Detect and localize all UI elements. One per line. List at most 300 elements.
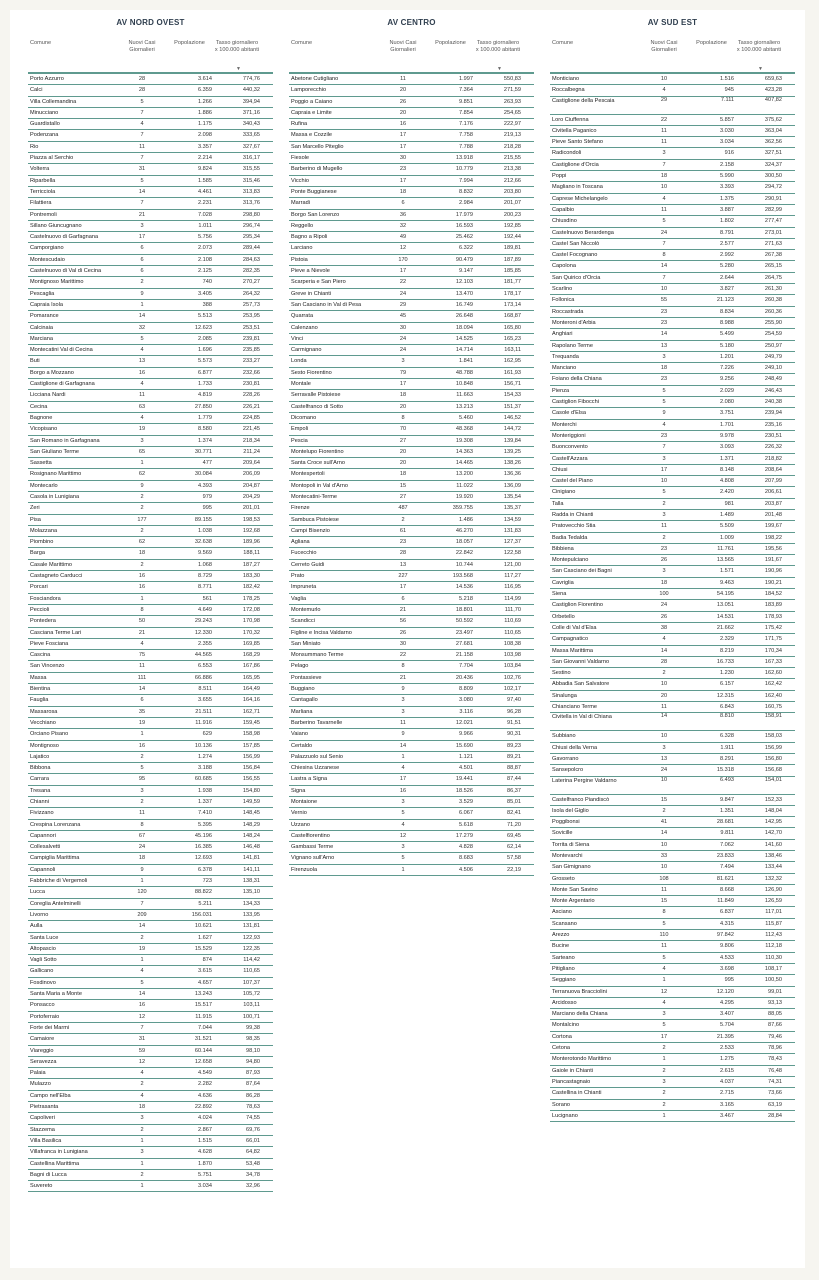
nuovi-casi-cell: 17 (399, 584, 407, 591)
table-row (28, 323, 273, 334)
tasso-cell: 132,32 (764, 875, 782, 882)
nuovi-casi-cell: 7 (140, 200, 144, 207)
table-row (289, 176, 534, 187)
tasso-cell: 362,56 (764, 139, 782, 146)
nuovi-casi-cell: 16 (399, 121, 407, 128)
tasso-cell: 198,22 (764, 534, 782, 541)
comune-cell: Buti (30, 358, 40, 365)
nuovi-casi-cell: 8 (662, 909, 666, 916)
tasso-cell: 246,43 (764, 387, 782, 394)
comune-cell: Vecchiano (30, 719, 56, 726)
tasso-cell: 178,93 (764, 613, 782, 620)
nuovi-casi-cell: 11 (661, 523, 667, 530)
table-row (550, 646, 795, 657)
column-header-nuovi-casi[interactable]: Nuovi Casi Giornalieri (389, 40, 417, 53)
comune-cell: Tresana (30, 787, 51, 794)
table-row (550, 97, 795, 115)
table-row (550, 919, 795, 930)
popolazione-cell: 11.663 (456, 392, 473, 399)
popolazione-cell: 9.256 (720, 376, 734, 383)
popolazione-cell: 6.877 (198, 369, 212, 376)
tasso-cell: 178,25 (242, 595, 260, 602)
tasso-cell: 116,95 (504, 584, 521, 591)
comune-cell: Chianni (30, 799, 49, 805)
tasso-cell: 164,16 (242, 697, 260, 704)
table-row (28, 515, 273, 526)
table-body (28, 72, 273, 1192)
column-header-popolazione[interactable]: Popolazione (174, 40, 205, 46)
tasso-cell: 142,95 (764, 819, 782, 826)
tasso-cell: 290,91 (764, 195, 782, 202)
nuovi-casi-cell: 3 (401, 708, 405, 715)
nuovi-casi-cell: 3 (140, 222, 144, 229)
nuovi-casi-cell: 10 (660, 864, 668, 871)
comune-cell: Calcinaia (30, 324, 54, 331)
popolazione-cell: 981 (724, 500, 734, 507)
popolazione-cell: 22.892 (194, 1104, 212, 1111)
tasso-cell: 163,11 (504, 347, 521, 354)
comune-cell: Figline e Incisa Valdarno (291, 629, 352, 636)
tasso-cell: 394,94 (242, 98, 260, 105)
nuovi-casi-cell: 26 (660, 613, 668, 620)
comune-cell: Calci (30, 87, 43, 94)
popolazione-cell: 13.200 (455, 471, 473, 478)
nuovi-casi-cell: 61 (399, 527, 407, 534)
table-row (28, 921, 273, 932)
tasso-cell: 110,30 (765, 954, 782, 961)
comune-cell: Capraia Isola (30, 301, 63, 308)
popolazione-cell: 1.121 (459, 753, 473, 760)
table-row (28, 164, 273, 175)
column-header-popolazione[interactable]: Popolazione (435, 40, 466, 46)
nuovi-casi-cell: 20 (399, 109, 407, 116)
nuovi-casi-cell: 14 (660, 830, 668, 837)
popolazione-cell: 5.460 (459, 414, 473, 421)
tasso-cell: 134,33 (242, 900, 260, 907)
nuovi-casi-cell: 22 (399, 652, 407, 659)
table-row (550, 600, 795, 611)
nuovi-casi-cell: 11 (139, 392, 145, 399)
comune-cell: Zeri (30, 505, 40, 512)
nuovi-casi-cell: 2 (140, 1081, 144, 1088)
nuovi-casi-cell: 62 (138, 471, 146, 478)
tasso-cell: 32,96 (246, 1183, 260, 1190)
table-row (289, 153, 534, 164)
popolazione-cell: 7.364 (459, 87, 473, 94)
table-row (28, 311, 273, 322)
comune-cell: Villafranca in Lunigiana (30, 1149, 88, 1156)
popolazione-cell: 7.854 (459, 109, 473, 116)
sort-down-icon[interactable]: ▼ (236, 66, 241, 72)
tasso-cell: 363,04 (764, 127, 782, 134)
table-row (289, 763, 534, 774)
comune-cell: Isola del Giglio (552, 807, 589, 814)
comune-cell: Montignoso Marittimo (30, 279, 84, 286)
tasso-cell: 173,14 (503, 301, 521, 308)
tasso-cell: 289,44 (242, 245, 260, 252)
column-header-tasso[interactable]: Tasso giornaliero x 100.000 abitanti (736, 40, 782, 53)
tasso-cell: 189,81 (503, 245, 521, 252)
comune-cell: Massa (30, 674, 47, 681)
tasso-cell: 162,40 (764, 692, 782, 699)
popolazione-cell: 8.291 (720, 755, 734, 762)
table-row (289, 232, 534, 243)
popolazione-cell: 4.533 (720, 954, 734, 961)
nuovi-casi-cell: 7 (662, 444, 666, 451)
comune-cell: Vaiano (291, 731, 309, 738)
tasso-cell: 156,99 (242, 753, 260, 760)
comune-cell: Cascina (30, 652, 51, 659)
table-row (28, 1023, 273, 1034)
popolazione-cell: 1.841 (459, 358, 473, 365)
nuovi-casi-cell: 6 (140, 697, 144, 704)
nuovi-casi-cell: 2 (140, 1171, 144, 1178)
nuovi-casi-cell: 38 (660, 624, 668, 631)
popolazione-cell: 2.615 (720, 1067, 734, 1074)
comune-cell: Monterchi (552, 421, 577, 428)
tasso-cell: 294,72 (764, 184, 782, 191)
table-row (550, 454, 795, 465)
popolazione-cell: 2.108 (198, 256, 212, 263)
table-row (289, 526, 534, 537)
table-row (550, 828, 795, 839)
comune-cell: Abetone Cutigliano (291, 76, 339, 82)
table-row (28, 707, 273, 718)
tasso-cell: 250,97 (764, 342, 782, 349)
tasso-cell: 168,29 (242, 652, 260, 659)
comune-cell: Camporgiano (30, 245, 64, 252)
popolazione-cell: 60.144 (194, 1047, 212, 1054)
comune-cell: Monte San Savino (552, 886, 598, 893)
table-row (28, 695, 273, 706)
popolazione-cell: 2.420 (720, 489, 734, 496)
tasso-cell: 91,51 (507, 719, 521, 726)
tasso-cell: 148,24 (242, 832, 260, 839)
nuovi-casi-cell: 19 (138, 945, 146, 952)
tasso-cell: 78,96 (768, 1045, 782, 1052)
comune-cell: Santa Luce (30, 934, 59, 941)
column-header-comune[interactable]: Comune (552, 40, 574, 46)
tasso-cell: 190,96 (764, 568, 782, 575)
table-row (28, 198, 273, 209)
tasso-cell: 98,10 (246, 1047, 260, 1054)
table-row (289, 447, 534, 458)
nuovi-casi-cell: 32 (138, 324, 146, 331)
tasso-cell: 162,71 (242, 708, 260, 715)
table-row (28, 1057, 273, 1068)
comune-cell: Bagnone (30, 414, 53, 421)
table-row (28, 865, 273, 876)
popolazione-cell: 4.024 (198, 1115, 212, 1122)
comune-cell: Calenzano (291, 324, 318, 331)
popolazione-cell: 1.733 (198, 381, 212, 388)
table-row (289, 119, 534, 130)
nuovi-casi-cell: 5 (662, 489, 666, 496)
table-row (550, 885, 795, 896)
popolazione-cell: 88.822 (194, 889, 212, 896)
table-row (550, 239, 795, 250)
tasso-cell: 28,84 (768, 1112, 782, 1119)
comune-cell: Casale Marittimo (30, 561, 72, 568)
comune-cell: Molazzana (30, 527, 58, 534)
comune-cell: Larciano (291, 245, 313, 252)
tasso-cell: 260,38 (764, 297, 782, 304)
nuovi-casi-cell: 21 (138, 211, 146, 218)
comune-cell: Cantagallo (291, 697, 318, 704)
nuovi-casi-cell: 3 (401, 697, 405, 704)
popolazione-cell: 5.499 (720, 331, 734, 338)
comune-cell: San Casciano in Val di Pesa (291, 301, 362, 308)
comune-cell: Civitella in Val di Chiana (552, 714, 612, 721)
popolazione-cell: 3.614 (198, 76, 212, 82)
nuovi-casi-cell: 16 (399, 787, 407, 794)
tasso-cell: 201,48 (764, 511, 782, 518)
table-row (289, 266, 534, 277)
comune-cell: Roccastrada (552, 308, 584, 315)
tasso-cell: 219,13 (503, 132, 521, 139)
table-row (28, 1125, 273, 1136)
tasso-cell: 126,59 (764, 898, 782, 905)
tasso-cell: 440,32 (242, 87, 260, 94)
tasso-cell: 144,72 (503, 426, 521, 433)
popolazione-cell: 5.513 (198, 313, 212, 320)
popolazione-cell: 19.920 (455, 493, 473, 500)
tasso-cell: 371,16 (242, 109, 260, 116)
table-row (550, 795, 795, 806)
comune-cell: Bibbiena (552, 545, 574, 552)
tasso-cell: 152,33 (764, 796, 782, 803)
popolazione-cell: 13.470 (455, 290, 473, 297)
table-row (550, 386, 795, 397)
popolazione-cell: 1.374 (198, 437, 212, 444)
tasso-cell: 63,19 (768, 1101, 782, 1108)
column-header-popolazione[interactable]: Popolazione (696, 40, 727, 46)
nuovi-casi-cell: 20 (399, 87, 407, 94)
table-body (550, 72, 795, 1122)
comune-cell: Firenzuola (291, 866, 318, 873)
comune-cell: Gavorrano (552, 755, 579, 762)
popolazione-cell: 1.489 (720, 511, 734, 518)
tasso-cell: 183,30 (242, 573, 260, 580)
nuovi-casi-cell: 18 (399, 392, 407, 399)
comune-cell: Laterina Pergine Valdarno (552, 777, 617, 784)
nuovi-casi-cell: 16 (138, 1002, 146, 1009)
tasso-cell: 169,85 (242, 640, 260, 647)
tasso-cell: 226,21 (242, 403, 260, 410)
tasso-cell: 87,44 (507, 776, 521, 783)
tasso-cell: 93,13 (768, 999, 782, 1006)
popolazione-cell: 995 (202, 505, 212, 512)
nuovi-casi-cell: 3 (662, 744, 666, 751)
table-row (550, 261, 795, 272)
tasso-cell: 148,29 (242, 821, 260, 828)
table-row (28, 447, 273, 458)
table-row (28, 899, 273, 910)
nuovi-casi-cell: 23 (660, 545, 668, 552)
comune-cell: Monteriggioni (552, 432, 586, 439)
comune-cell: Piombino (30, 539, 54, 546)
popolazione-cell: 11.849 (717, 898, 734, 905)
popolazione-cell: 4.808 (720, 478, 734, 485)
tasso-cell: 203,80 (503, 188, 521, 195)
tasso-cell: 284,63 (242, 256, 260, 263)
popolazione-cell: 1.201 (720, 353, 734, 360)
popolazione-cell: 9.806 (720, 943, 734, 950)
table-row (550, 941, 795, 952)
tasso-cell: 340,43 (242, 121, 260, 128)
tasso-cell: 298,80 (242, 211, 260, 218)
table-row (289, 842, 534, 853)
table-row (550, 679, 795, 690)
popolazione-cell: 18.057 (455, 539, 473, 546)
popolazione-cell: 1.627 (198, 934, 212, 941)
popolazione-cell: 18.094 (455, 324, 473, 331)
popolazione-cell: 3.030 (720, 127, 734, 134)
nuovi-casi-cell: 3 (140, 437, 144, 444)
tasso-cell: 249,79 (764, 353, 782, 360)
tasso-cell: 148,04 (764, 807, 782, 814)
comune-cell: Cetona (552, 1045, 571, 1052)
column-header-comune[interactable]: Comune (291, 40, 313, 46)
nuovi-casi-cell: 6 (401, 200, 405, 207)
popolazione-cell: 66.886 (194, 674, 212, 681)
column-header-nuovi-casi[interactable]: Nuovi Casi Giornalieri (128, 40, 156, 53)
nuovi-casi-cell: 6 (401, 595, 405, 602)
table-row (28, 108, 273, 119)
table-row (289, 97, 534, 108)
tasso-cell: 131,83 (503, 527, 521, 534)
tasso-cell: 206,61 (764, 489, 782, 496)
nuovi-casi-cell: 56 (399, 618, 407, 625)
sort-down-icon[interactable]: ▼ (497, 66, 502, 72)
nuovi-casi-cell: 12 (138, 1058, 146, 1065)
comune-cell: Fosdinovo (30, 979, 56, 986)
comune-cell: Pescia (291, 437, 308, 444)
comune-cell: Subbiano (552, 733, 576, 740)
nuovi-casi-cell: 67 (138, 832, 146, 839)
comune-cell: Podenzana (30, 132, 59, 139)
nuovi-casi-cell: 2 (140, 799, 144, 805)
table-row (28, 1136, 273, 1147)
popolazione-cell: 1.266 (198, 98, 212, 105)
popolazione-cell: 14.465 (455, 460, 473, 467)
popolazione-cell: 31.521 (194, 1036, 212, 1043)
nuovi-casi-cell: 8 (401, 663, 405, 670)
comune-cell: Capraia e Limite (291, 109, 332, 116)
tasso-cell: 110,65 (504, 629, 521, 636)
column-header-comune[interactable]: Comune (30, 40, 52, 46)
popolazione-cell: 8.580 (198, 426, 212, 433)
table-row (28, 481, 273, 492)
popolazione-cell: 11.915 (195, 1013, 212, 1020)
comune-cell: San Gimignano (552, 864, 591, 871)
table-row (550, 987, 795, 998)
table-row (550, 126, 795, 137)
tasso-cell: 136,36 (503, 471, 521, 478)
comune-cell: Terricciola (30, 188, 56, 195)
comune-cell: Marciano della Chiana (552, 1011, 608, 1018)
tasso-cell: 158,03 (764, 733, 782, 740)
tasso-cell: 185,85 (503, 268, 521, 275)
table-row (28, 1102, 273, 1113)
tasso-cell: 126,90 (764, 886, 782, 893)
nuovi-casi-cell: 3 (401, 799, 405, 805)
comune-cell: Gaiole in Chianti (552, 1067, 594, 1074)
tasso-cell: 198,53 (242, 516, 260, 523)
tasso-cell: 201,01 (242, 505, 260, 512)
column-header-nuovi-casi[interactable]: Nuovi Casi Giornalieri (650, 40, 678, 53)
comune-cell: Manciano (552, 365, 577, 372)
popolazione-cell: 995 (724, 977, 734, 984)
table-row (550, 907, 795, 918)
comune-cell: Bucine (552, 943, 570, 950)
column-header-tasso[interactable]: Tasso giornaliero x 100.000 abitanti (475, 40, 521, 53)
popolazione-cell: 193.568 (452, 573, 473, 580)
tasso-cell: 187,27 (242, 561, 260, 568)
nuovi-casi-cell: 9 (401, 731, 405, 738)
tasso-cell: 165,80 (503, 324, 521, 331)
column-header-tasso[interactable]: Tasso giornaliero x 100.000 abitanti (214, 40, 260, 53)
popolazione-cell: 7.410 (198, 810, 212, 817)
popolazione-cell: 3.751 (720, 410, 734, 417)
comune-cell: San Giuliano Terme (30, 448, 80, 455)
popolazione-cell: 4.501 (459, 765, 473, 772)
comune-cell: Prato (291, 573, 305, 580)
table-row (28, 966, 273, 977)
table-row (28, 797, 273, 808)
nuovi-casi-cell: 18 (138, 1104, 146, 1111)
comune-cell: Capannoli (30, 866, 56, 873)
tasso-cell: 239,81 (242, 335, 260, 342)
tasso-cell: 74,31 (768, 1078, 782, 1085)
tasso-cell: 190,21 (764, 579, 782, 586)
comune-cell: Montevarchi (552, 853, 583, 859)
popolazione-cell: 20.436 (455, 674, 473, 681)
table-row (550, 1088, 795, 1099)
comune-cell: Sassetta (30, 460, 52, 467)
table-header (289, 32, 534, 72)
tasso-cell: 192,68 (242, 527, 260, 534)
nuovi-casi-cell: 2 (662, 1090, 666, 1097)
popolazione-cell: 9.824 (198, 166, 212, 173)
table-row (28, 1079, 273, 1090)
tasso-cell: 86,28 (246, 1092, 260, 1099)
nuovi-casi-cell: 3 (140, 1115, 144, 1122)
popolazione-cell: 979 (202, 493, 212, 500)
nuovi-casi-cell: 4 (140, 1070, 144, 1077)
nuovi-casi-cell: 4 (140, 968, 144, 975)
table-row (550, 851, 795, 862)
nuovi-casi-cell: 1 (140, 957, 144, 964)
nuovi-casi-cell: 23 (399, 539, 407, 546)
table-row (289, 695, 534, 706)
comune-cell: Abbadia San Salvatore (552, 681, 610, 688)
tasso-cell: 239,94 (764, 410, 782, 417)
table-row (28, 1113, 273, 1124)
table-row (28, 176, 273, 187)
sort-down-icon[interactable]: ▼ (758, 66, 763, 72)
nuovi-casi-cell: 23 (399, 166, 407, 173)
comune-cell: Collesalvetti (30, 844, 61, 851)
tasso-cell: 138,31 (242, 878, 260, 885)
table-row (550, 499, 795, 510)
nuovi-casi-cell: 18 (660, 579, 668, 586)
popolazione-cell: 18.801 (455, 606, 473, 613)
popolazione-cell: 8.683 (459, 855, 473, 862)
nuovi-casi-cell: 14 (660, 331, 668, 338)
popolazione-cell: 1.175 (198, 121, 212, 128)
table-row (550, 341, 795, 352)
